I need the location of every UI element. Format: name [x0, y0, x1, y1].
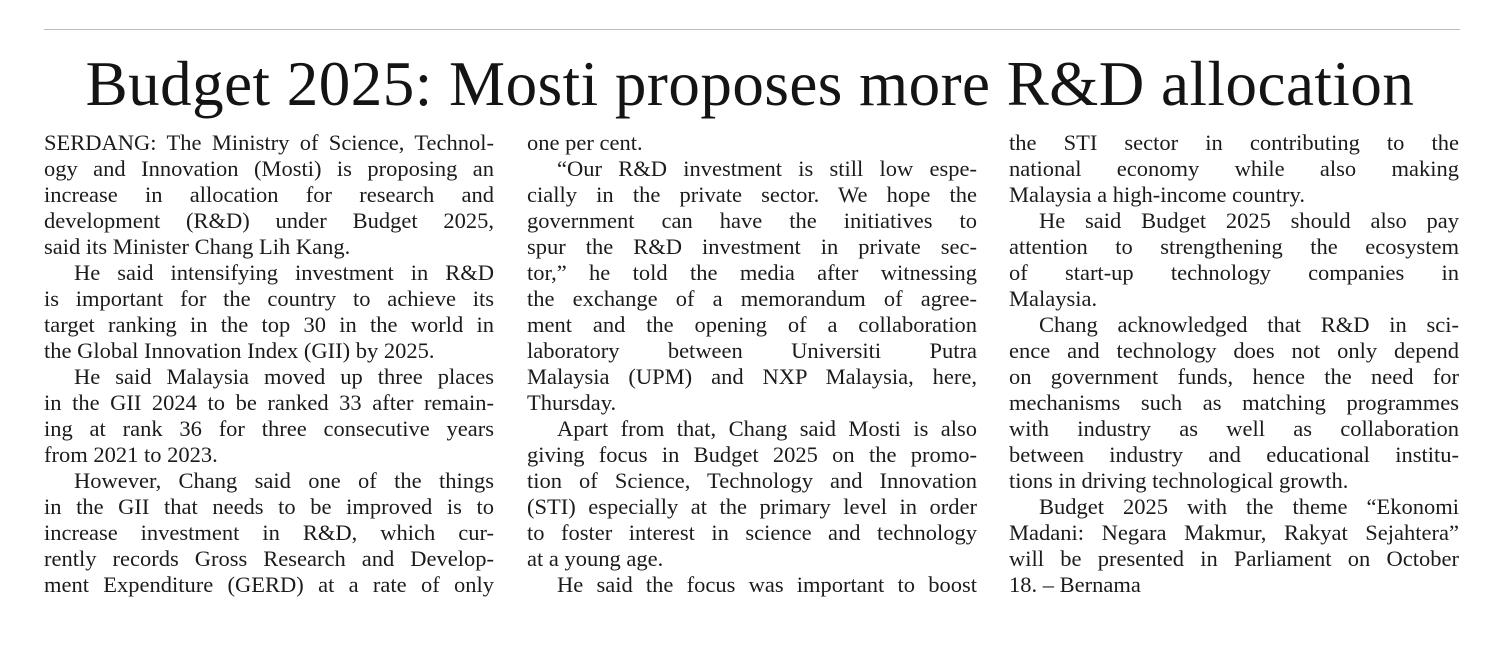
article-text-line: Apart from that, Chang said Mosti is also [557, 416, 977, 441]
article-text-line: Malaysia. [1009, 286, 1098, 311]
article-paragraph [44, 364, 494, 468]
article-paragraph [527, 130, 977, 156]
article-headline: Budget 2025: Mosti proposes more R&D allocation [85, 49, 1415, 119]
article-paragraph [44, 468, 494, 598]
article-column-2 [527, 130, 977, 598]
article-text-line: tor,” he told the media after witnessing [527, 260, 977, 285]
article-text-line: spur the R&D investment in private sec- [527, 234, 977, 259]
article-text-line: on government funds, hence the need for [1009, 364, 1459, 389]
article-text-line: rently records Gross Research and Develop- [44, 546, 494, 571]
header-rule [44, 29, 1460, 30]
article-text-line: ment and the opening of a collaboration [527, 312, 977, 337]
article-text-line: said its Minister Chang Lih Kang. [44, 234, 351, 259]
article-paragraph [1009, 208, 1459, 312]
article-text-line: giving focus in Budget 2025 on the promo- [527, 442, 977, 467]
article-paragraph [44, 260, 494, 364]
article-text-line: laboratory between Universiti Putra [527, 338, 977, 363]
article-text-line: Thursday. [527, 390, 617, 415]
article-text-line: development (R&D) under Budget 2025, [44, 208, 494, 233]
article-text-line: He said intensifying investment in R&D [74, 260, 494, 285]
article-text-line: in the GII that needs to be improved is to [44, 494, 494, 519]
article-text-line: attention to strengthening the ecosystem [1009, 234, 1459, 259]
article-text-line: tions in driving technological growth. [1009, 468, 1349, 493]
article-text-line: Malaysia (UPM) and NXP Malaysia, here, [527, 364, 977, 389]
article-text-line: ence and technology does not only depend [1009, 338, 1459, 363]
article-text-line: government can have the initiatives to [527, 208, 977, 233]
article-text-line: national economy while also making [1009, 156, 1459, 181]
article-text-line: Chang acknowledged that R&D in sci- [1039, 312, 1459, 337]
article-text-line: SERDANG: The Ministry of Science, Technol- [44, 130, 494, 155]
article-text-line: Madani: Negara Makmur, Rakyat Sejahtera” [1009, 520, 1459, 545]
article-text-line: is important for the country to achieve its [44, 286, 494, 311]
article-text-line: ing at rank 36 for three consecutive years [44, 416, 494, 441]
article-text-line: of start-up technology companies in [1009, 260, 1459, 285]
article-paragraph [44, 130, 494, 260]
article-text-line: in the GII 2024 to be ranked 33 after remain- [44, 390, 494, 415]
article-text-line: between industry and educational institu- [1009, 442, 1459, 467]
article-text-line: mechanisms such as matching programmes [1009, 390, 1459, 415]
article-text-line: “Our R&D investment is still low espe- [557, 156, 977, 181]
article-text-line: Malaysia a high-income country. [1009, 182, 1305, 207]
article-text-line: However, Chang said one of the things [74, 468, 494, 493]
article-text-line: He said Budget 2025 should also pay [1039, 208, 1459, 233]
article-paragraph [1009, 130, 1459, 208]
article-text-line: increase in allocation for research and [44, 182, 494, 207]
article-paragraph [527, 572, 977, 598]
article-column-1 [44, 130, 494, 598]
article-text-line: from 2021 to 2023. [44, 442, 218, 467]
article-text-line: with industry as well as collaboration [1009, 416, 1459, 441]
article-text-line: the Global Innovation Index (GII) by 2025. [44, 338, 435, 363]
article-text-line: one per cent. [527, 130, 643, 155]
article-text-line: increase investment in R&D, which cur- [44, 520, 494, 545]
article-text-line: cially in the private sector. We hope the [527, 182, 977, 207]
article-text-line: will be presented in Parliament on October [1009, 546, 1459, 571]
article-paragraph [527, 416, 977, 572]
article-text-line: He said Malaysia moved up three places [74, 364, 494, 389]
article-text-line: 18. – Bernama [1009, 572, 1141, 597]
article-text-line: the exchange of a memorandum of agree- [527, 286, 977, 311]
article-paragraph [527, 156, 977, 416]
article-text-line: (STI) especially at the primary level in order [527, 494, 977, 519]
article-paragraph [1009, 312, 1459, 494]
article-text-line: He said the focus was important to boost [557, 572, 977, 597]
article-column-3 [1009, 130, 1459, 598]
article-text-line: tion of Science, Technology and Innovation [527, 468, 977, 493]
article-paragraph [1009, 494, 1459, 598]
article-text-line: at a young age. [527, 546, 664, 571]
article-text-line: ment Expenditure (GERD) at a rate of only [44, 572, 494, 597]
article-text-line: to foster interest in science and technology [527, 520, 977, 545]
article-text-line: ogy and Innovation (Mosti) is proposing an [44, 156, 494, 181]
article-text-line: the STI sector in contributing to the [1009, 130, 1459, 155]
article-text-line: Budget 2025 with the theme “Ekonomi [1039, 494, 1459, 519]
article-text-line: target ranking in the top 30 in the world in [44, 312, 494, 337]
